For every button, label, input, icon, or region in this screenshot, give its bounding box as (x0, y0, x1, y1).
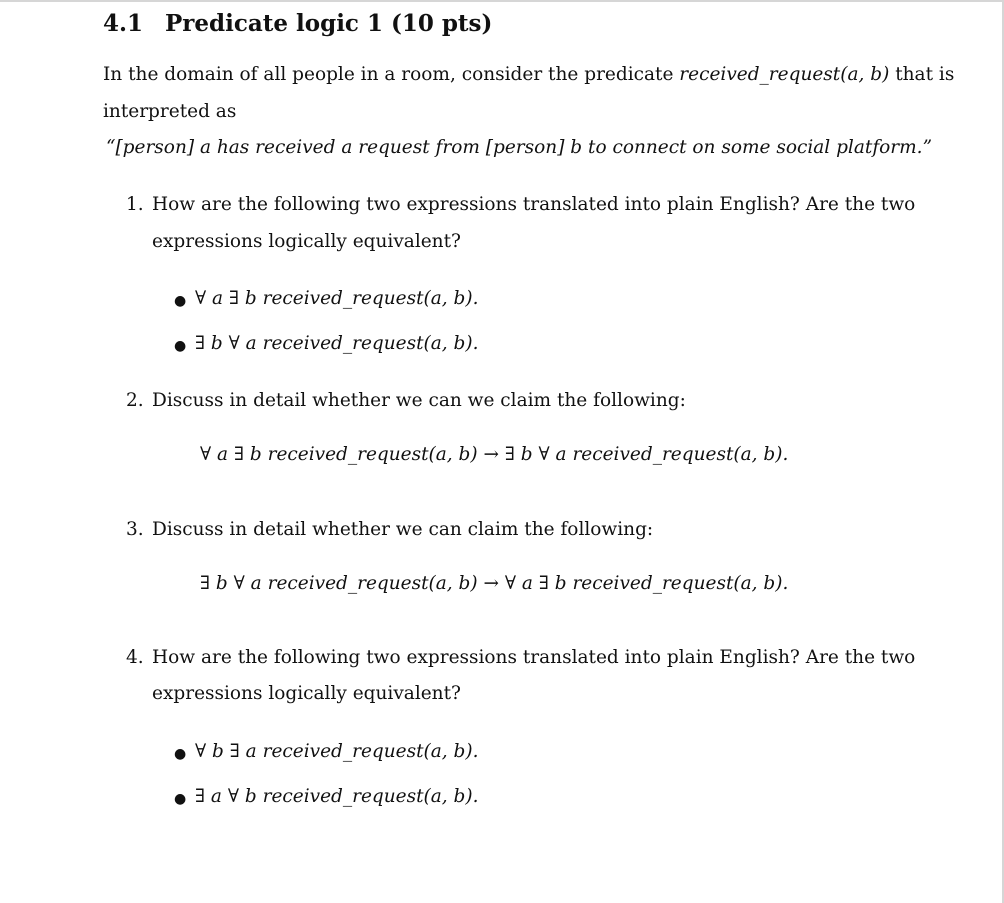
page-top-border (0, 0, 1004, 2)
question-2-number: 2. (126, 390, 144, 411)
question-2-line-1: Discuss in detail whether we can we claim the following: (152, 390, 686, 411)
expression-text: ∃ b ∀ a received_request(a, b). (195, 333, 479, 354)
intro-prefix: In the domain of all people in a room, consider the predicate (103, 64, 674, 85)
question-3-number: 3. (126, 519, 144, 540)
intro-line-1 (103, 64, 954, 85)
question-1-expression-2 (195, 333, 478, 354)
question-3-formula: ∃ b ∀ a received_request(a, b) → ∀ a ∃ b received_request(a, b). (200, 573, 789, 594)
interpretation-quote: “[person] a has received a request from [person] b to connect on some social platform.” (106, 137, 933, 158)
bullet-dot: ● (174, 746, 187, 762)
question-4-line-2: expressions logically equivalent? (152, 683, 461, 704)
intro-line-2: interpreted as (103, 101, 237, 122)
question-2-formula: ∀ a ∃ b received_request(a, b) → ∃ b ∀ a received_request(a, b). (200, 444, 789, 465)
question-1-line-1: How are the following two expressions translated into plain English? Are the two (152, 194, 916, 215)
question-3-line-1: Discuss in detail whether we can claim the following: (152, 519, 654, 540)
bullet-dot: ● (174, 293, 187, 309)
question-1-expression-1 (195, 288, 478, 309)
question-4-number: 4. (126, 647, 144, 668)
intro-suffix: that is (895, 64, 955, 85)
question-4-expression-1 (195, 741, 478, 762)
expression-text: ∀ b ∃ a received_request(a, b). (195, 741, 479, 762)
section-heading (103, 10, 492, 37)
section-number: 4.1 (103, 10, 144, 37)
question-4-expression-2 (195, 786, 478, 807)
expression-text: ∃ a ∀ b received_request(a, b). (195, 786, 479, 807)
section-title: Predicate logic 1 (10 pts) (165, 10, 493, 37)
question-1-number: 1. (126, 194, 144, 215)
question-4-line-1: How are the following two expressions translated into plain English? Are the two (152, 647, 916, 668)
expression-text: ∀ a ∃ b received_request(a, b). (195, 288, 479, 309)
bullet-dot: ● (174, 338, 187, 354)
bullet-dot: ● (174, 791, 187, 807)
predicate-signature: received_request(a, b) (679, 64, 890, 85)
question-1-line-2: expressions logically equivalent? (152, 231, 461, 252)
